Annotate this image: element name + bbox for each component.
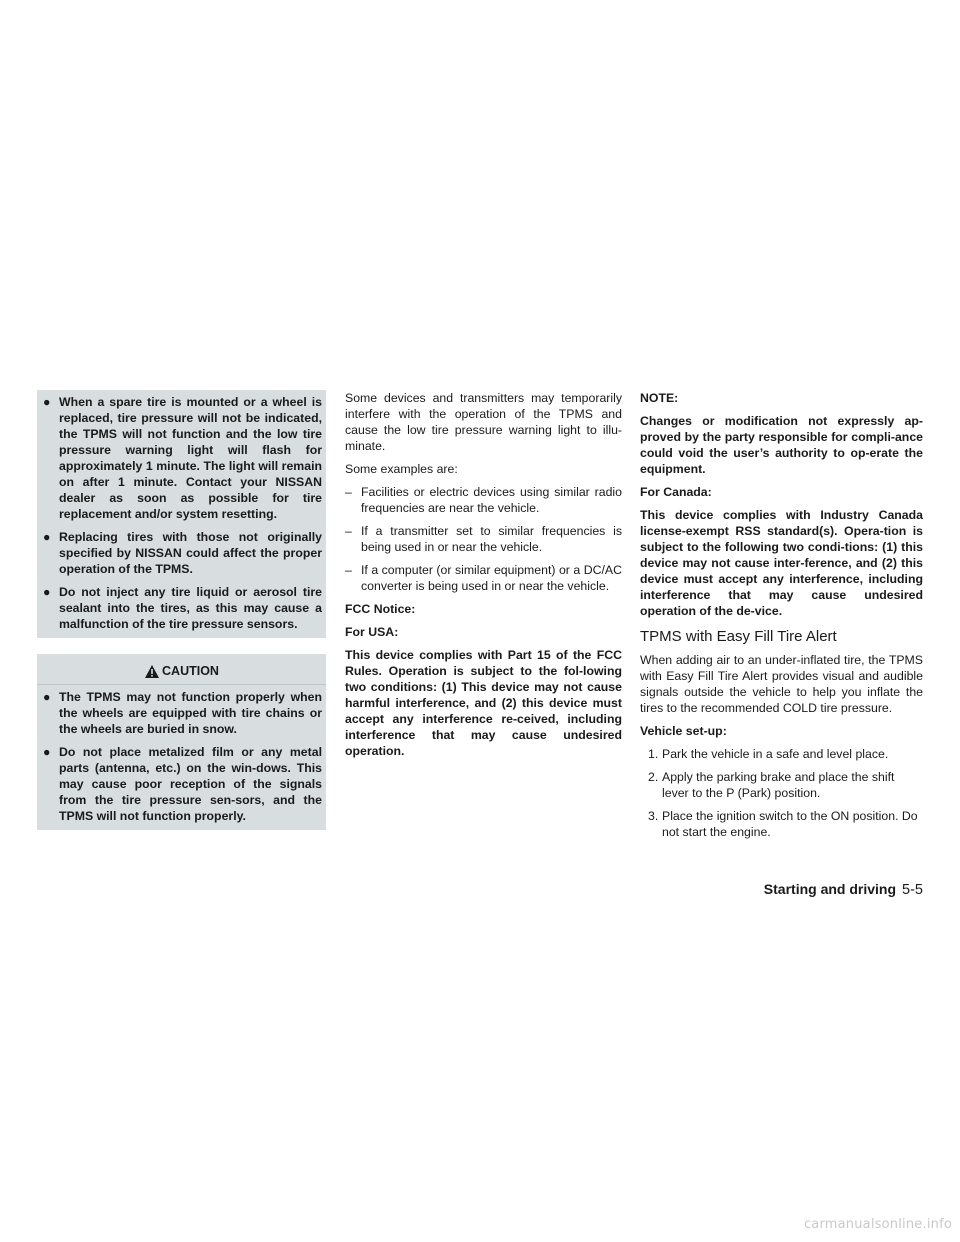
left-column — [37, 390, 326, 830]
setup-heading: Vehicle set-up: — [640, 724, 727, 738]
caution-item: ● The TPMS may not function properly when the wheels are equipped with tire chains or the wheels are buried in snow. — [43, 690, 322, 736]
dash-icon: – — [345, 563, 352, 577]
example-item: – If a computer (or similar equipment) or a DC/AC converter is being used in or near the vehicle. — [345, 563, 622, 593]
warning-item: ● Do not inject any tire liquid or aerosol tire sealant into the tires, as this may cause a malfunction of the tire pressure sensors. — [43, 585, 322, 631]
caution-title: CAUTION — [162, 664, 219, 678]
bullet-icon: ● — [43, 395, 51, 409]
middle-column — [345, 390, 622, 766]
caution-item: ● Do not place metalized film or any metal parts (antenna, etc.) on the win-dows. This may cause poor reception of the signals from the tire pressure sen-sors, and the TPMS will not function properly. — [43, 745, 322, 823]
setup-step: 2. Apply the parking brake and place the shift lever to the P (Park) position. — [648, 770, 895, 800]
caution-list — [43, 689, 322, 824]
warning-triangle-icon — [144, 664, 160, 679]
section-title: TPMS with Easy Fill Tire Alert — [640, 628, 837, 645]
setup-step: 3. Place the ignition switch to the ON position. Do not start the engine. — [648, 809, 918, 839]
dash-icon: – — [345, 524, 352, 538]
examples-label: Some examples are: — [345, 462, 458, 476]
warning-item: ● Replacing tires with those not originally specified by NISSAN could affect the proper operation of the TPMS. — [43, 530, 322, 576]
examples-list — [345, 484, 622, 594]
right-column — [640, 390, 923, 847]
canada-compliance-text: This device complies with Industry Canada license-exempt RSS standard(s). Opera-tion is subject to the following two condi-tions: (1) this device may not cause inter-ference, and (2) this device must accept any interference, including interference that may cause undesired operation of the de-vice. — [640, 508, 923, 618]
note-heading: NOTE: — [640, 391, 679, 405]
warning-list — [43, 394, 322, 632]
setup-step: 1. Park the vehicle in a safe and level place. — [648, 747, 889, 761]
watermark: carmanualsonline.info — [803, 1217, 952, 1232]
example-item: – If a transmitter set to similar frequencies is being used in or near the vehicle. — [345, 524, 622, 554]
note-text: Changes or modification not expressly ap-proved by the party responsible for compli-ance could void the user’s authority to op-erate the equipment. — [640, 414, 923, 476]
caution-header — [37, 658, 326, 685]
bullet-icon: ● — [43, 585, 51, 599]
warning-item: ● When a spare tire is mounted or a wheel is replaced, tire pressure will not be indicated, the TPMS will not function and the low tire pressure warning light will flash for approximately 1 minute. The light will remain on after 1 minute. Contact your NISSAN dealer as soon as possible for tire replacement and/or system resetting. — [43, 395, 322, 521]
footer-section-title: Starting and driving — [763, 881, 897, 897]
caution-box — [37, 654, 326, 830]
setup-steps — [640, 746, 923, 840]
example-item: – Facilities or electric devices using similar radio frequencies are near the vehicle. — [345, 485, 622, 515]
for-usa-heading: For USA: — [345, 625, 399, 639]
for-canada-heading: For Canada: — [640, 485, 712, 499]
bullet-icon: ● — [43, 690, 51, 704]
section-intro: When adding air to an under-inflated tire, the TPMS with Easy Fill Tire Alert provides visual and audible signals outside the vehicle to help you inflate the tires to the recommended COLD tire pressure. — [640, 653, 923, 715]
bullet-icon: ● — [43, 530, 51, 544]
fcc-notice-heading: FCC Notice: — [345, 602, 416, 616]
bullet-icon: ● — [43, 745, 51, 759]
page-footer — [764, 881, 923, 898]
warning-box — [37, 390, 326, 638]
page-number: 5-5 — [902, 882, 923, 898]
usa-compliance-text: This device complies with Part 15 of the FCC Rules. Operation is subject to the fol-lowing two conditions: (1) This device may not cause harmful interference, and (2) this device must accept any interference re-ceived, including interference that may cause undesired operation. — [345, 648, 622, 758]
interference-intro: Some devices and transmitters may temporarily interfere with the operation of the TPMS and cause the low tire pressure warning light to illu-minate. — [345, 391, 622, 453]
dash-icon: – — [345, 485, 352, 499]
